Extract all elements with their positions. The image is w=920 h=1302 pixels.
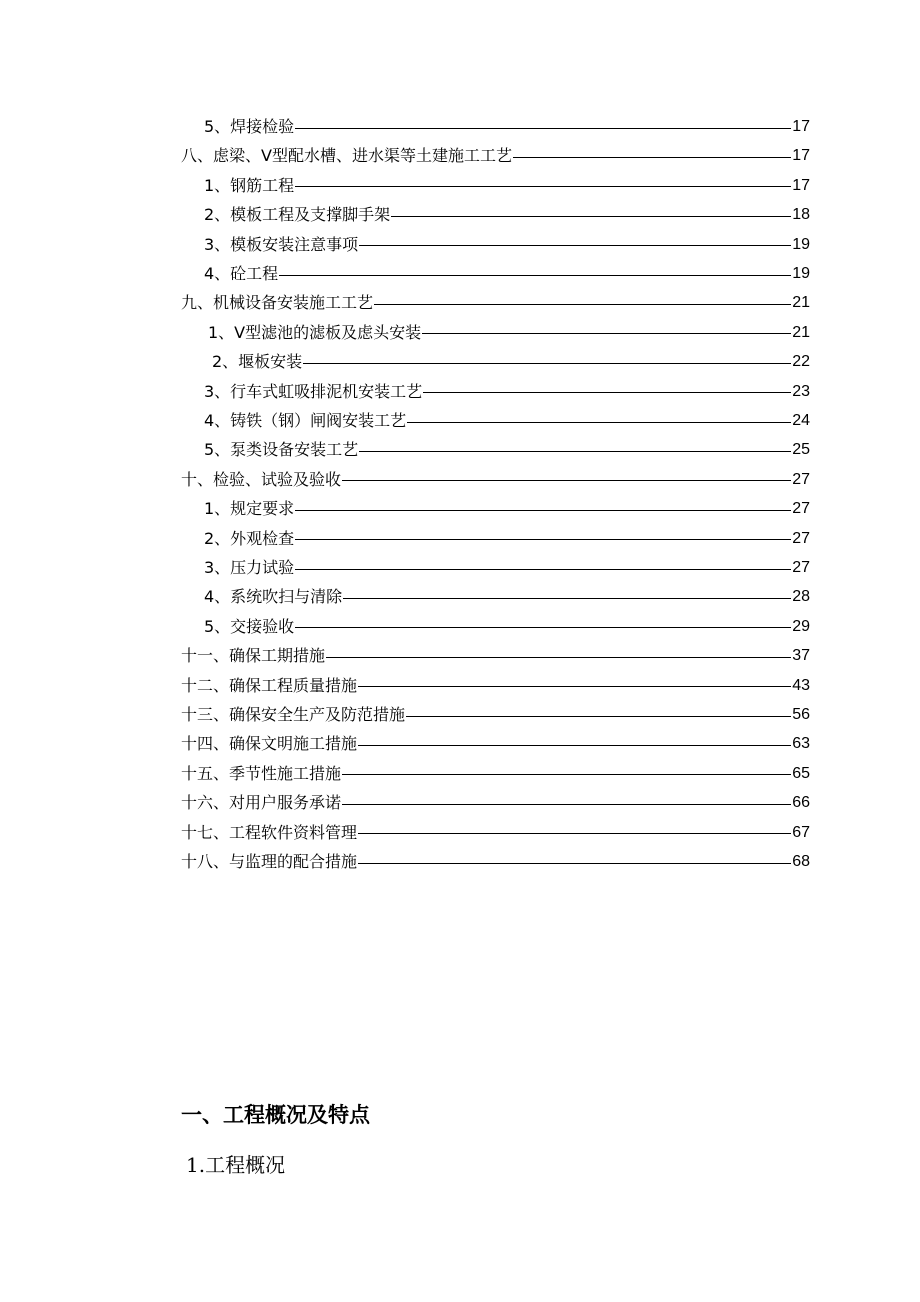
section-heading: 一、工程概况及特点 xyxy=(181,1103,370,1127)
toc-entry[interactable] xyxy=(181,701,810,729)
subsection-heading: 1.工程概况 xyxy=(186,1153,286,1177)
toc-entry-title: 2、模板工程及支撑脚手架 xyxy=(204,205,391,225)
toc-leader-line xyxy=(513,157,791,158)
toc-entry-title: 5、交接验收 xyxy=(204,616,295,636)
toc-entry-page-number: 24 xyxy=(792,412,810,429)
toc-leader-line xyxy=(358,686,791,687)
toc-entry-title: 十八、与监理的配合措施 xyxy=(181,852,358,871)
toc-leader-line xyxy=(374,304,791,305)
toc-entry-page-number: 17 xyxy=(792,147,810,165)
toc-entry-page-number: 27 xyxy=(792,470,810,488)
toc-entry[interactable] xyxy=(181,672,810,700)
toc-entry-title: 5、泵类设备安装工艺 xyxy=(204,440,359,460)
toc-entry-page-number: 43 xyxy=(792,676,810,694)
toc-entry-title: 九、机械设备安装施工工艺 xyxy=(181,293,374,313)
toc-entry-page-number: 65 xyxy=(792,764,810,782)
toc-entry[interactable] xyxy=(208,319,810,347)
toc-entry-title: 十三、确保安全生产及防范措施 xyxy=(181,705,406,724)
toc-entry-page-number: 23 xyxy=(792,382,810,400)
toc-entry-title: 十五、季节性施工措施 xyxy=(181,763,342,783)
toc-entry-page-number: 17 xyxy=(792,176,810,194)
toc-entry[interactable] xyxy=(204,554,810,582)
toc-entry-page-number: 22 xyxy=(792,353,810,371)
toc-entry[interactable] xyxy=(204,495,810,523)
toc-leader-line xyxy=(342,774,791,775)
toc-entry-page-number: 29 xyxy=(792,617,810,635)
toc-leader-line xyxy=(406,716,791,717)
toc-entry[interactable] xyxy=(212,348,810,376)
toc-entry-page-number: 27 xyxy=(792,529,810,547)
toc-entry-title: 3、压力试验 xyxy=(204,558,295,577)
toc-leader-line xyxy=(358,833,791,834)
toc-entry-title: 3、行车式虹吸排泥机安装工艺 xyxy=(204,381,423,401)
toc-entry-page-number: 66 xyxy=(792,794,810,812)
toc-leader-line xyxy=(279,275,791,276)
toc-entry-title: 2、外观检查 xyxy=(204,528,295,548)
toc-leader-line xyxy=(423,392,791,393)
toc-entry-title: 八、虑梁、V型配水槽、进水渠等土建施工工艺 xyxy=(181,146,512,166)
toc-entry-title: 1、V型滤池的滤板及虑头安装 xyxy=(208,322,422,342)
toc-entry[interactable] xyxy=(204,231,810,259)
toc-entry[interactable] xyxy=(204,525,810,553)
toc-entry[interactable] xyxy=(204,113,810,141)
toc-entry[interactable] xyxy=(181,819,810,847)
toc-leader-line xyxy=(359,245,791,246)
toc-entry-page-number: 28 xyxy=(792,588,810,606)
toc-entry[interactable] xyxy=(204,172,810,200)
toc-entry-title: 5、焊接检验 xyxy=(204,117,295,136)
toc-entry-page-number: 67 xyxy=(792,823,810,841)
toc-entry-page-number: 68 xyxy=(792,853,810,870)
toc-entry-page-number: 21 xyxy=(792,323,810,341)
toc-leader-line xyxy=(295,569,791,570)
toc-entry-page-number: 25 xyxy=(792,441,810,459)
toc-entry-title: 1、钢筋工程 xyxy=(204,175,295,195)
toc-leader-line xyxy=(303,363,791,364)
toc-entry[interactable] xyxy=(181,848,810,876)
toc-leader-line xyxy=(342,804,791,805)
toc-leader-line xyxy=(295,128,791,129)
toc-entry[interactable] xyxy=(181,466,810,494)
toc-entry[interactable] xyxy=(204,260,810,288)
toc-leader-line xyxy=(359,451,791,452)
toc-leader-line xyxy=(391,216,791,217)
toc-entry-title: 十、检验、试验及验收 xyxy=(181,469,342,489)
toc-entry-page-number: 27 xyxy=(792,500,810,518)
toc-entry[interactable] xyxy=(181,289,810,317)
toc-leader-line xyxy=(342,480,791,481)
toc-entry-title: 4、系统吹扫与清除 xyxy=(204,587,343,607)
toc-leader-line xyxy=(422,333,791,334)
toc-entry[interactable] xyxy=(181,142,810,170)
toc-leader-line xyxy=(295,186,791,187)
toc-leader-line xyxy=(326,657,791,658)
toc-entry[interactable] xyxy=(204,378,810,406)
toc-entry-title: 2、堰板安装 xyxy=(212,352,303,372)
toc-entry[interactable] xyxy=(204,201,810,229)
toc-entry[interactable] xyxy=(181,789,810,817)
toc-entry-page-number: 63 xyxy=(792,735,810,753)
toc-entry-page-number: 19 xyxy=(792,265,810,282)
toc-entry[interactable] xyxy=(204,407,810,435)
toc-entry-page-number: 18 xyxy=(792,206,810,224)
toc-entry-page-number: 37 xyxy=(792,647,810,665)
toc-entry[interactable] xyxy=(204,583,810,611)
toc-entry-page-number: 19 xyxy=(792,235,810,253)
toc-entry[interactable] xyxy=(181,760,810,788)
toc-entry[interactable] xyxy=(181,730,810,758)
toc-entry[interactable] xyxy=(204,613,810,641)
toc-entry[interactable] xyxy=(181,642,810,670)
toc-entry[interactable] xyxy=(204,436,810,464)
toc-entry-title: 十二、确保工程质量措施 xyxy=(181,675,358,695)
toc-entry-page-number: 27 xyxy=(792,559,810,576)
toc-leader-line xyxy=(407,422,791,423)
toc-entry-title: 4、铸铁（钢）闸阀安装工艺 xyxy=(204,411,407,430)
toc-entry-page-number: 56 xyxy=(792,706,810,723)
toc-entry-title: 3、模板安装注意事项 xyxy=(204,234,359,254)
toc-leader-line xyxy=(295,627,791,628)
toc-leader-line xyxy=(295,510,791,511)
toc-leader-line xyxy=(358,745,791,746)
toc-entry-title: 1、规定要求 xyxy=(204,499,295,519)
toc-leader-line xyxy=(295,539,791,540)
toc-leader-line xyxy=(358,863,791,864)
toc-entry-title: 十四、确保文明施工措施 xyxy=(181,734,358,754)
toc-entry-page-number: 21 xyxy=(792,294,810,312)
toc-leader-line xyxy=(343,598,791,599)
toc-entry-title: 十一、确保工期措施 xyxy=(181,646,326,666)
toc-entry-title: 十六、对用户服务承诺 xyxy=(181,793,342,813)
toc-entry-title: 十七、工程软件资料管理 xyxy=(181,822,358,842)
toc-entry-title: 4、砼工程 xyxy=(204,264,279,283)
toc-entry-page-number: 17 xyxy=(792,118,810,135)
